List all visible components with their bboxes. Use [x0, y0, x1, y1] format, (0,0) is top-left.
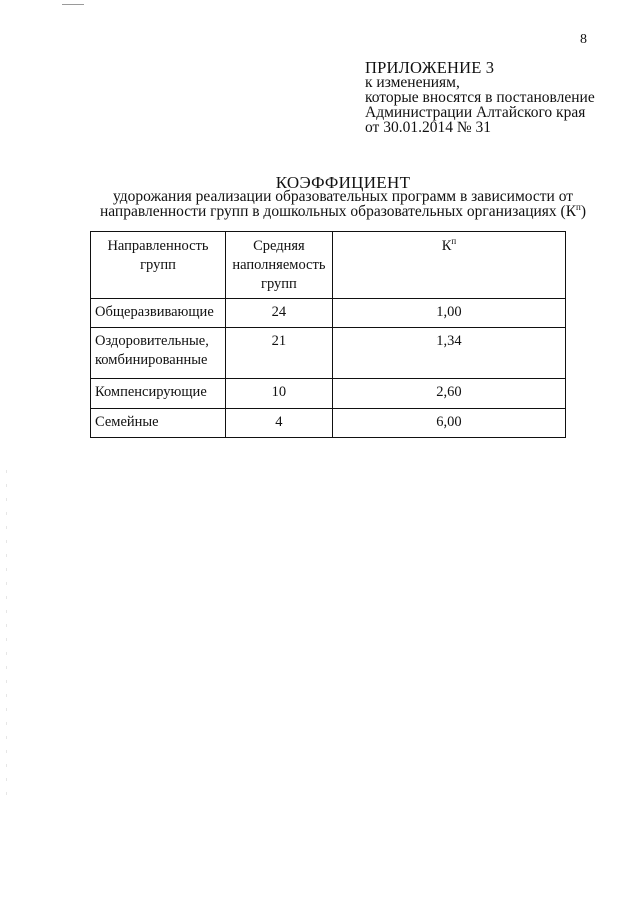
- appendix-date-line: от 30.01.2014 № 31: [365, 119, 491, 136]
- appendix-title: ПРИЛОЖЕНИЕ 3: [365, 58, 495, 77]
- cell-direction: Компенсирующие: [91, 379, 226, 409]
- subtitle-line-2: [0, 201, 640, 220]
- table-row: [91, 328, 566, 379]
- appendix-line: Администрации Алтайского края: [365, 104, 586, 121]
- page-number: 8: [580, 32, 587, 47]
- appendix-block: [365, 60, 595, 135]
- cell-coefficient: 1,34: [332, 328, 565, 379]
- table-row: [91, 409, 566, 438]
- coefficient-table: [90, 231, 566, 438]
- subtitle-line-1: удорожания реализации образовательных программ в зависимости от: [112, 188, 574, 205]
- cell-direction: Общеразвивающие: [91, 299, 226, 328]
- appendix-line: к изменениям,: [365, 74, 460, 91]
- cell-direction: Оздоровительные, комбинированные: [91, 328, 226, 379]
- cell-direction: Семейные: [91, 409, 226, 438]
- header-coefficient-superscript: п: [451, 236, 457, 247]
- document-subtitle: [0, 190, 640, 219]
- subtitle-line-2-end: ): [580, 202, 587, 220]
- cell-occupancy: 4: [225, 409, 332, 438]
- table-row: [91, 299, 566, 328]
- document-heading: КОЭФФИЦИЕНТ: [275, 173, 411, 192]
- cell-coefficient: 1,00: [332, 299, 565, 328]
- cell-occupancy: 10: [225, 379, 332, 409]
- header-coefficient: [332, 232, 565, 299]
- subtitle-line-2-text: направленности групп в дошкольных образовательных организациях (К: [99, 202, 577, 220]
- subtitle-superscript: п: [576, 201, 581, 212]
- header-coefficient-letter: К: [441, 238, 452, 254]
- scan-margin-marks: [6, 470, 7, 800]
- scan-mark: [62, 4, 84, 5]
- table-row: [91, 379, 566, 409]
- cell-occupancy: 21: [225, 328, 332, 379]
- table-header-row: [91, 232, 566, 299]
- header-occupancy: Средняя наполняемость групп: [225, 232, 332, 299]
- cell-coefficient: 2,60: [332, 379, 565, 409]
- appendix-line: которые вносятся в постановление: [365, 89, 595, 106]
- header-direction: Направленность групп: [91, 232, 226, 299]
- cell-occupancy: 24: [225, 299, 332, 328]
- cell-coefficient: 6,00: [332, 409, 565, 438]
